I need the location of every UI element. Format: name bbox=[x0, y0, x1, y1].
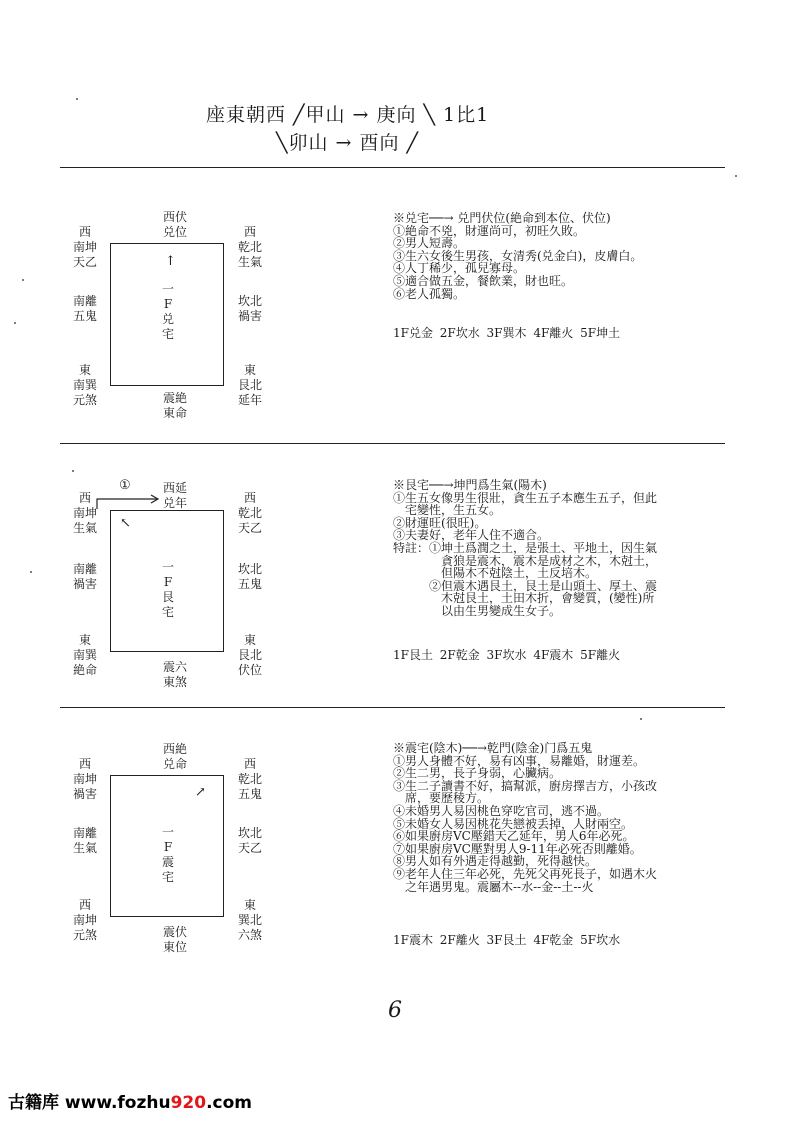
scan-speck bbox=[30, 571, 32, 573]
header-rule bbox=[60, 167, 725, 168]
label-left-top: 西 南坤 天乙 bbox=[73, 225, 98, 269]
label-left-mid: 南離 五鬼 bbox=[73, 294, 98, 323]
connector-arrow-icon bbox=[95, 491, 165, 511]
footer-url-prefix: www.fozhu bbox=[64, 1093, 171, 1113]
floor-elements: 1F震木 2F離火 3F艮土 4F乾金 5F坎水 bbox=[393, 933, 621, 947]
label-right-top: 西 乾北 五鬼 bbox=[238, 757, 263, 801]
scan-speck bbox=[735, 175, 737, 177]
door-arrow-icon: ↖ bbox=[120, 516, 131, 531]
label-left-bottom: 東 南巽 絶命 bbox=[73, 633, 98, 677]
scan-speck bbox=[14, 322, 16, 324]
notes-block: ※艮宅──→坤門爲生氣(陽木) ①生五女像男生很壯，貪生五子本應生五子，但此 宅變性，生五女。 ②財運旺(很旺)。 ③夫妻好，老年人住不適合。 特註：①坤土爲潤之土，是張土、平地土，因生氣 貪狼是震木，震木是成材之木，木尅土， 但陽木不尅陰土，土反培木。 ②但震木遇艮土，艮土是山頭土、厚土、震 木尅艮土，土田木折，會變質，(變性)所 以由生男變成生女子。 bbox=[393, 478, 658, 618]
floor-elements: 1F兑金 2F坎水 3F巽木 4F離火 5F坤土 bbox=[393, 326, 621, 340]
scan-speck bbox=[72, 470, 74, 472]
label-right-top: 西 乾北 天乙 bbox=[238, 491, 263, 535]
label-right-mid: 坎北 禍害 bbox=[238, 294, 263, 323]
label-left-top: 西 南坤 生氣 bbox=[73, 491, 98, 535]
scan-speck bbox=[76, 98, 78, 100]
label-top: 西伏 兑位 bbox=[163, 210, 188, 239]
scan-speck bbox=[640, 718, 642, 720]
footer-site-name: 古籍库 bbox=[8, 1093, 59, 1113]
notes-block: ※兑宅──→ 兑門伏位(絶命到本位、伏位) ①絶命不兇，財運尚可，初旺久敗。 ②男人短壽。 ③生六女後生男孩，女清秀(兑金白)，皮膚白。 ④人丁稀少，孤兒寡母。 ⑤適合做五金，餐飲業，財也旺。 ⑥老人孤獨。 bbox=[393, 211, 643, 301]
label-bottom: 震六 東煞 bbox=[163, 660, 188, 689]
section-divider-1 bbox=[60, 443, 725, 444]
footer-url-number: 920 bbox=[170, 1093, 207, 1113]
label-bottom: 震伏 東位 bbox=[163, 925, 188, 954]
door-arrow-icon: ↗ bbox=[195, 785, 206, 800]
footer-url-suffix: .com bbox=[206, 1093, 253, 1113]
circle-marker: ① bbox=[119, 478, 131, 493]
section-divider-2 bbox=[60, 707, 725, 708]
label-right-bottom: 東 巽北 六煞 bbox=[238, 898, 263, 942]
page-title-line-1: 座東朝西 ╱甲山 → 庚向 ╲ 1比1 bbox=[206, 104, 490, 126]
floor-elements: 1F艮土 2F乾金 3F坎水 4F震木 5F離火 bbox=[393, 648, 621, 662]
notes-block: ※震宅(陰木)──→乾門(陰金)门爲五鬼 ①男人身體不好，易有凶事，易離婚，財運差。 ②生二男，長子身弱，心臟病。 ③生二子讀書不好，搞幫派，廚房擇吉方，小孩改 席，要歷稜方。 ④未婚男人易因桃色穿吃官司，逃不過。 ⑤未婚女人易因桃花失戀被丢掉，人財兩空。 ⑥如果廚房VC壓錯天乙延年，男人6年必死。 ⑦如果廚房VC壓對男人9-11年必死否則離婚。 ⑧男人如有外遇走得越勤，死得越快。 ⑨老年人住三年必死，先死父再死長子，如遇木火 之年遇男鬼。震屬木--水--金--土--火 bbox=[393, 741, 658, 894]
label-top: 西絶 兑命 bbox=[163, 742, 188, 771]
house-label: 一 F 艮 宅 bbox=[161, 560, 174, 619]
label-top: 西延 兑年 bbox=[163, 481, 188, 510]
label-left-bottom: 西 南坤 元煞 bbox=[73, 898, 98, 942]
label-right-bottom: 東 艮北 伏位 bbox=[238, 633, 263, 677]
label-right-mid: 坎北 五鬼 bbox=[238, 562, 263, 591]
scan-speck bbox=[22, 279, 24, 281]
label-right-mid: 坎北 天乙 bbox=[238, 826, 263, 855]
label-right-top: 西 乾北 生氣 bbox=[238, 225, 263, 269]
label-left-mid: 南離 禍害 bbox=[73, 562, 98, 591]
label-left-top: 西 南坤 禍害 bbox=[73, 757, 98, 801]
label-left-mid: 南離 生氣 bbox=[73, 826, 98, 855]
page-title-line-2: ╲卯山 → 酉向 ╱ bbox=[276, 132, 419, 154]
label-bottom: 震絶 東命 bbox=[163, 391, 188, 420]
label-left-bottom: 東 南巽 元煞 bbox=[73, 363, 98, 407]
page-number: 6 bbox=[388, 998, 402, 1023]
label-right-bottom: 東 艮北 延年 bbox=[238, 363, 263, 407]
house-label: 一 F 震 宅 bbox=[161, 825, 174, 884]
house-label: 一 F 兑 宅 bbox=[161, 282, 174, 341]
site-footer bbox=[8, 1088, 252, 1113]
door-arrow-icon: ↑ bbox=[165, 254, 176, 269]
